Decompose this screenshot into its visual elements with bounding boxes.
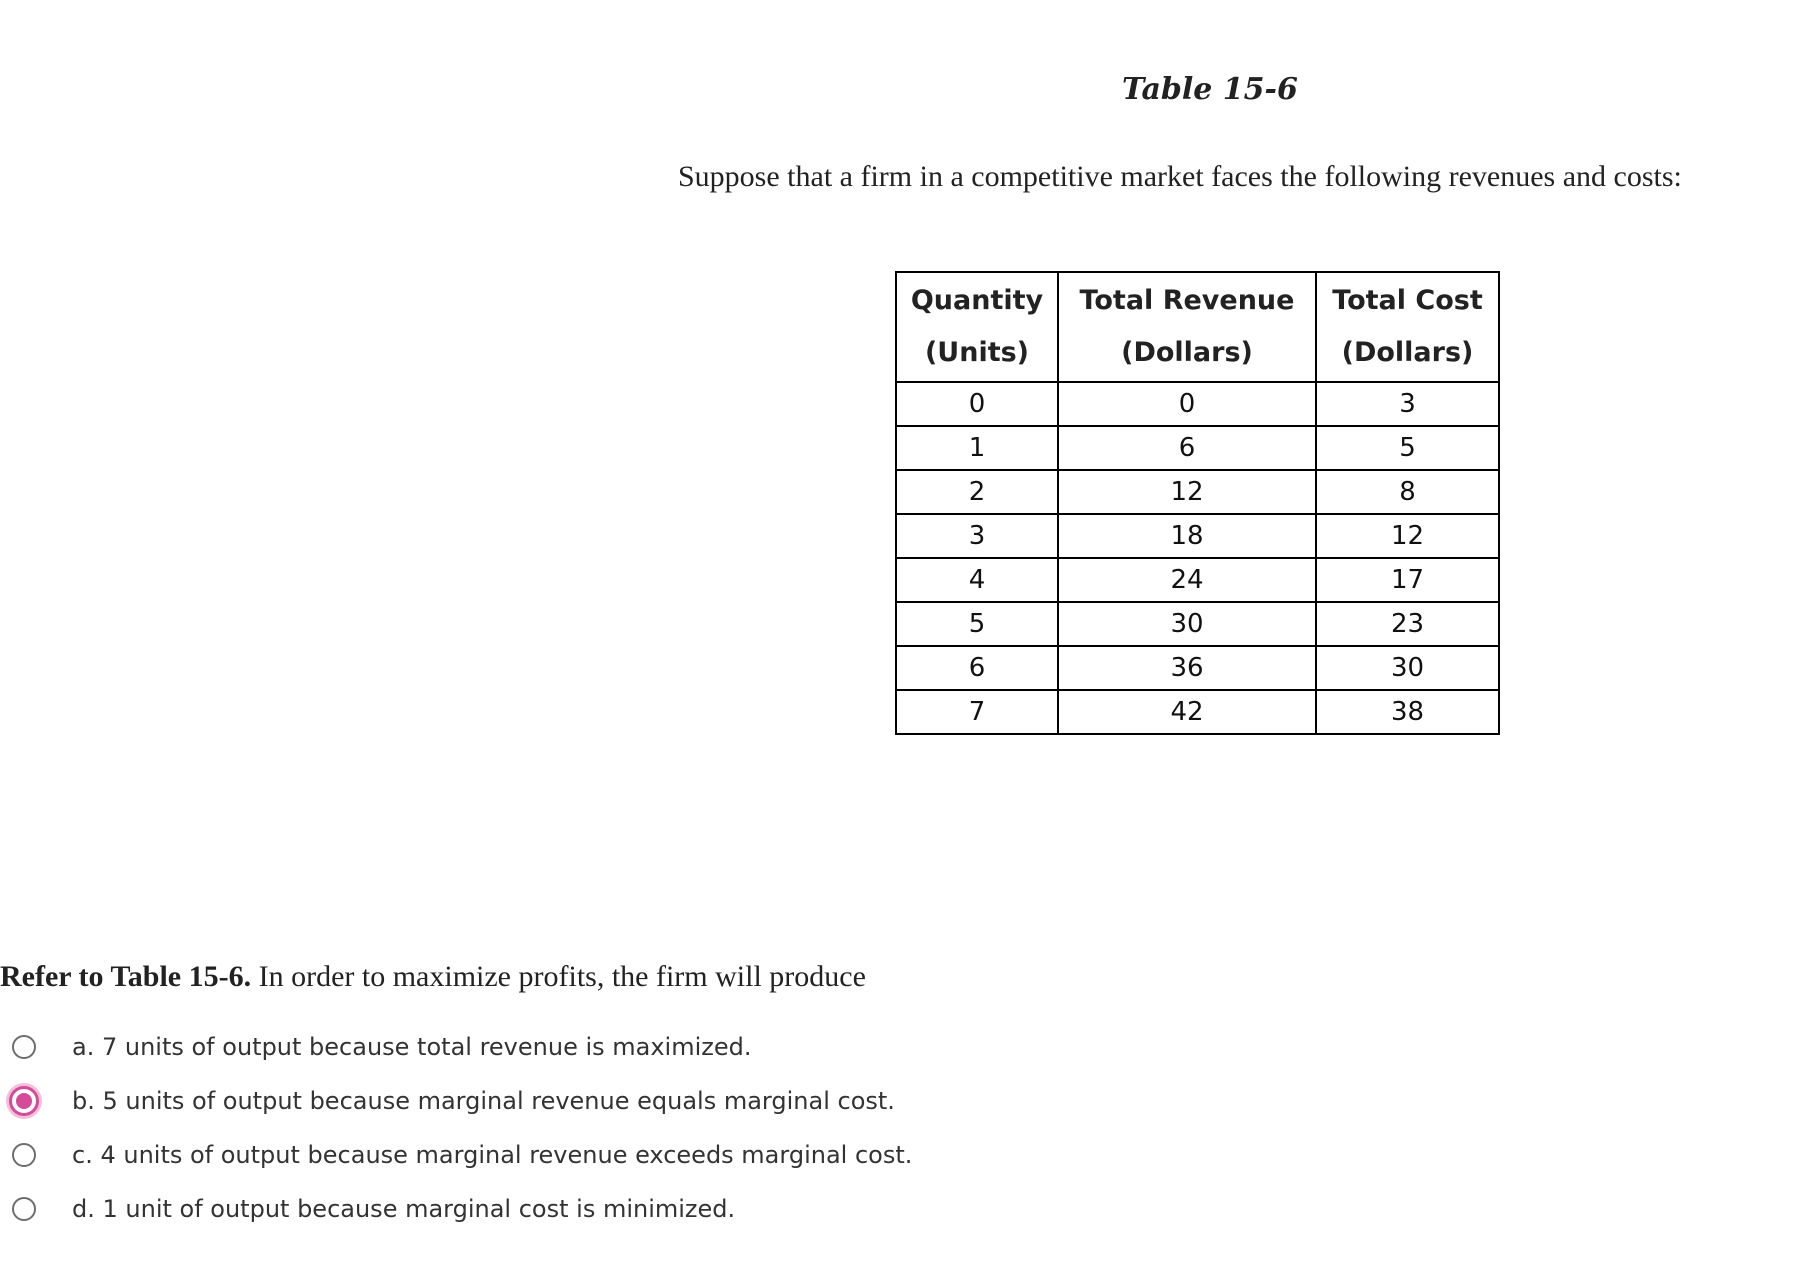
option-a[interactable] xyxy=(12,1020,912,1074)
table-row xyxy=(896,470,1499,514)
cell-total-cost: 8 xyxy=(1316,470,1499,514)
header-quantity-line1: Quantity xyxy=(910,285,1044,316)
cell-total-cost: 38 xyxy=(1316,690,1499,734)
cell-total-revenue: 0 xyxy=(1058,382,1316,426)
option-b-label[interactable]: b. 5 units of output because marginal revenue equals marginal cost. xyxy=(72,1087,895,1115)
table-caption: Table 15-6 xyxy=(1122,72,1298,107)
radio-option-c[interactable] xyxy=(12,1143,36,1167)
table-intro-text: Suppose that a firm in a competitive market faces the following revenues and costs: xyxy=(678,160,1682,193)
cell-quantity: 3 xyxy=(896,514,1058,558)
radio-option-a[interactable] xyxy=(12,1035,36,1059)
cell-total-cost: 30 xyxy=(1316,646,1499,690)
question-prompt xyxy=(0,960,866,994)
option-a-label[interactable]: a. 7 units of output because total revenue is maximized. xyxy=(72,1033,752,1061)
cell-total-cost: 5 xyxy=(1316,426,1499,470)
revenue-cost-table xyxy=(895,271,1500,735)
cell-total-revenue: 42 xyxy=(1058,690,1316,734)
header-quantity xyxy=(896,272,1058,382)
option-b[interactable] xyxy=(12,1074,912,1128)
cell-total-revenue: 24 xyxy=(1058,558,1316,602)
option-c[interactable] xyxy=(12,1128,912,1182)
cell-total-revenue: 30 xyxy=(1058,602,1316,646)
header-total-revenue-line2: (Dollars) xyxy=(1121,337,1253,368)
cell-quantity: 7 xyxy=(896,690,1058,734)
header-total-cost-line1: Total Cost xyxy=(1332,285,1483,316)
cell-quantity: 4 xyxy=(896,558,1058,602)
answer-options xyxy=(12,1020,912,1236)
table-row xyxy=(896,558,1499,602)
cell-quantity: 0 xyxy=(896,382,1058,426)
header-total-revenue-line1: Total Revenue xyxy=(1079,285,1295,316)
question-text: In order to maximize profits, the firm will produce xyxy=(251,960,866,993)
table-row xyxy=(896,690,1499,734)
header-total-revenue xyxy=(1058,272,1316,382)
radio-option-b-selected[interactable] xyxy=(9,1086,39,1116)
cell-quantity: 1 xyxy=(896,426,1058,470)
table-row xyxy=(896,514,1499,558)
header-quantity-line2: (Units) xyxy=(924,337,1030,368)
cell-total-cost: 17 xyxy=(1316,558,1499,602)
question-reference: Refer to Table 15-6. xyxy=(0,960,252,993)
table-header-row xyxy=(896,272,1499,382)
cell-quantity: 6 xyxy=(896,646,1058,690)
cell-total-revenue: 18 xyxy=(1058,514,1316,558)
header-total-cost-line2: (Dollars) xyxy=(1341,337,1474,368)
cell-total-cost: 23 xyxy=(1316,602,1499,646)
cell-quantity: 2 xyxy=(896,470,1058,514)
table-row xyxy=(896,646,1499,690)
option-d[interactable] xyxy=(12,1182,912,1236)
option-c-label[interactable]: c. 4 units of output because marginal revenue exceeds marginal cost. xyxy=(72,1141,913,1169)
radio-option-d[interactable] xyxy=(12,1197,36,1221)
cell-quantity: 5 xyxy=(896,602,1058,646)
option-d-label[interactable]: d. 1 unit of output because marginal cost is minimized. xyxy=(72,1195,736,1223)
cell-total-revenue: 6 xyxy=(1058,426,1316,470)
cell-total-revenue: 12 xyxy=(1058,470,1316,514)
cell-total-cost: 12 xyxy=(1316,514,1499,558)
table-row xyxy=(896,382,1499,426)
table-row xyxy=(896,602,1499,646)
cell-total-revenue: 36 xyxy=(1058,646,1316,690)
cell-total-cost: 3 xyxy=(1316,382,1499,426)
table-row xyxy=(896,426,1499,470)
header-total-cost xyxy=(1316,272,1499,382)
